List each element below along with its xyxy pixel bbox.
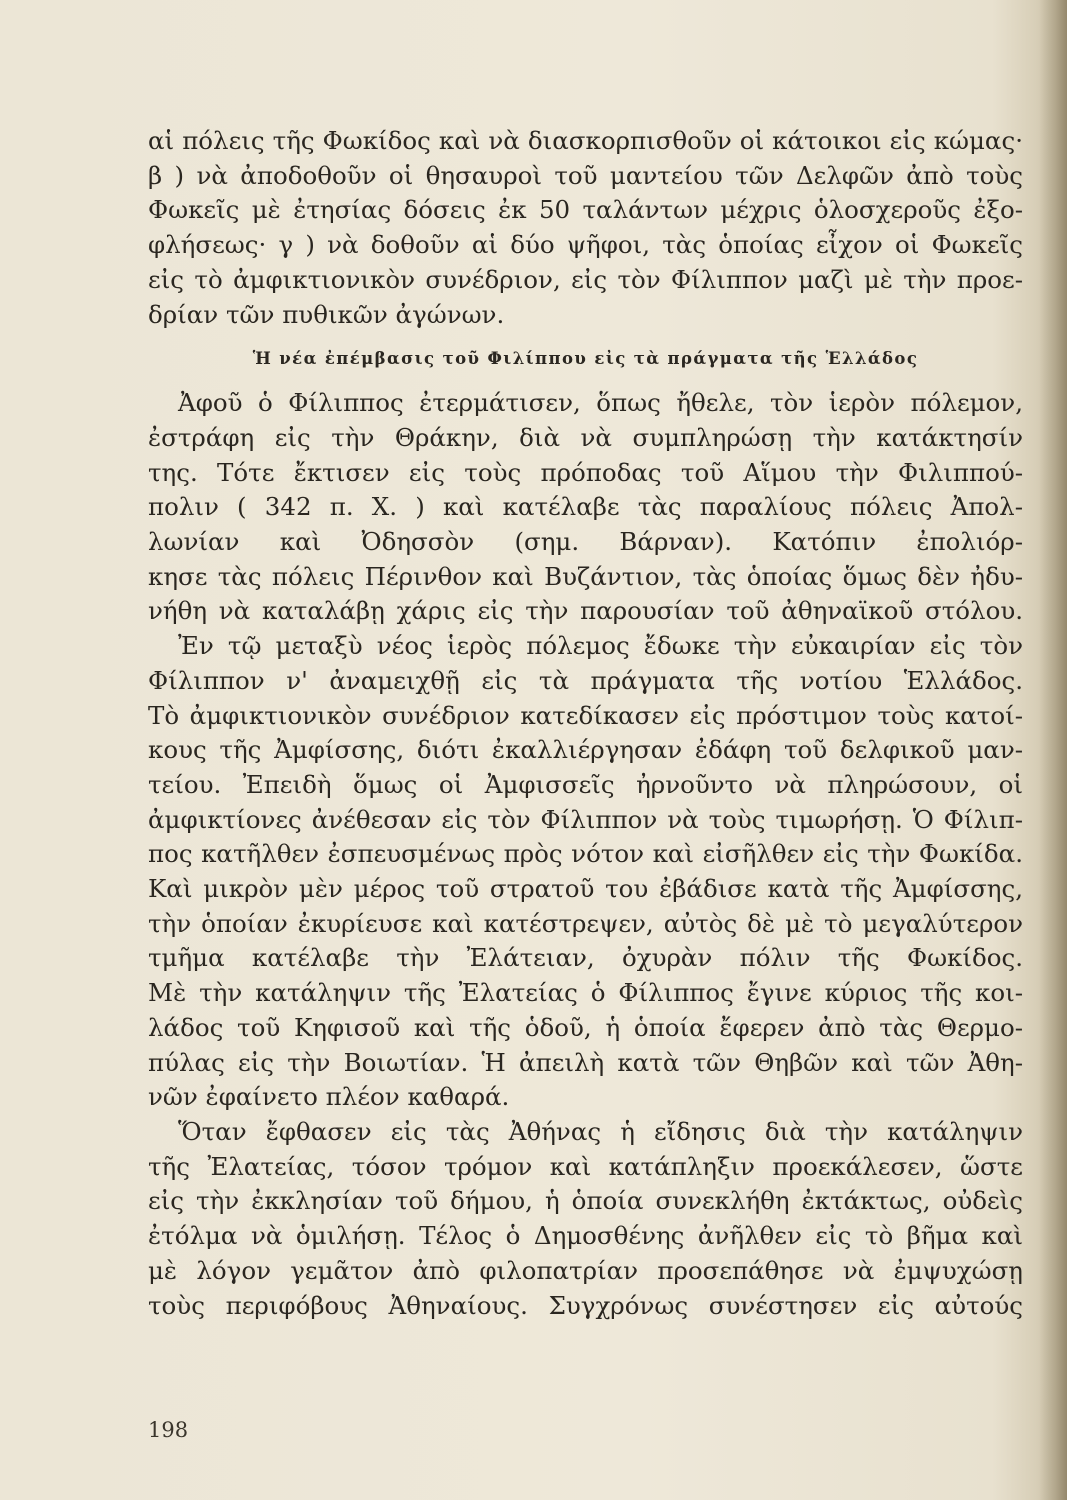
text-line: κησε τὰς πόλεις Πέρινθον καὶ Βυζάντιον, τὰς ὁποίας ὅμως δὲν ἠδυ- <box>148 561 1023 591</box>
text-line: νήθη νὰ καταλάβῃ χάρις εἰς τὴν παρουσίαν τοῦ ἀθηναϊκοῦ στόλου. <box>148 596 1023 626</box>
text-line: της. Τότε ἔκτισεν εἰς τοὺς πρόποδας τοῦ Αἵμου τὴν Φιλιππού- <box>148 457 1023 487</box>
page-number: 198 <box>148 1418 189 1442</box>
text-line: λωνίαν καὶ Ὀδησσὸν (σημ. Βάρναν). Κατόπιν ἐπολιόρ- <box>148 527 1023 557</box>
text-line: Καὶ μικρὸν μὲν μέρος τοῦ στρατοῦ του ἐβάδισε κατὰ τῆς Ἀμφίσσης, <box>148 874 1023 904</box>
text-line: νῶν ἐφαίνετο πλέον καθαρά. <box>148 1082 510 1112</box>
page-edge-shadow <box>1039 0 1067 1500</box>
opening-paragraph <box>148 124 1023 332</box>
paragraph-3 <box>148 1115 1023 1323</box>
text-line: β ) νὰ ἀποδοθοῦν οἱ θησαυροὶ τοῦ μαντείου τῶν Δελφῶν ἀπὸ τοὺς <box>148 160 1023 190</box>
page-text <box>148 124 1023 1323</box>
section-heading: Ἡ νέα ἐπέμβασις τοῦ Φιλίππου εἰς τὰ πράγματα τῆς Ἑλλάδος <box>252 349 919 369</box>
text-line: Ὅταν ἔφθασεν εἰς τὰς Ἀθήνας ἡ εἴδησις διὰ τὴν κατάληψιν <box>178 1116 1023 1146</box>
text-line: ἐστράφη εἰς τὴν Θράκην, διὰ νὰ συμπληρώσῃ τὴν κατάκτησίν <box>148 422 1023 452</box>
text-line: μὲ λόγον γεμᾶτον ἀπὸ φιλοπατρίαν προσεπάθησε νὰ ἐμψυχώσῃ <box>148 1255 1023 1285</box>
text-line: πύλας εἰς τὴν Βοιωτίαν. Ἡ ἀπειλὴ κατὰ τῶν Θηβῶν καὶ τῶν Ἀθη- <box>148 1047 1023 1077</box>
paragraph-1 <box>148 386 1023 629</box>
text-line: πολιν ( 342 π. Χ. ) καὶ κατέλαβε τὰς παραλίους πόλεις Ἀπολ- <box>148 492 1023 522</box>
text-line: Ἐν τῷ μεταξὺ νέος ἱερὸς πόλεμος ἔδωκε τὴν εὐκαιρίαν εἰς τὸν <box>178 631 1023 661</box>
text-line: Φωκεῖς μὲ ἐτησίας δόσεις ἐκ 50 ταλάντων μέχρις ὁλοσχεροῦς ἐξο- <box>148 195 1023 225</box>
text-line: πος κατῆλθεν ἐσπευσμένως πρὸς νότον καὶ εἰσῆλθεν εἰς τὴν Φωκίδα. <box>148 839 1023 869</box>
text-line: τῆς Ἐλατείας, τόσον τρόμον καὶ κατάπληξιν προεκάλεσεν, ὥστε <box>148 1151 1023 1181</box>
text-line: τμῆμα κατέλαβε τὴν Ἐλάτειαν, ὀχυρὰν πόλιν τῆς Φωκίδος. <box>148 943 1023 973</box>
text-line: Ἀφοῦ ὁ Φίλιππος ἐτερμάτισεν, ὅπως ἤθελε, τὸν ἱερὸν πόλεμον, <box>178 388 1023 418</box>
text-line: δρίαν τῶν πυθικῶν ἀγώνων. <box>148 299 505 329</box>
text-line: Φίλιππον ν' ἀναμειχθῇ εἰς τὰ πράγματα τῆς νοτίου Ἑλλάδος. <box>148 665 1023 695</box>
text-line: φλήσεως· γ ) νὰ δοθοῦν αἱ δύο ψῆφοι, τὰς ὁποίας εἶχον οἱ Φωκεῖς <box>148 230 1023 260</box>
text-line: τὴν ὁποίαν ἐκυρίευσε καὶ κατέστρεψεν, αὐτὸς δὲ μὲ τὸ μεγαλύτερον <box>148 908 1023 938</box>
text-line: Μὲ τὴν κατάληψιν τῆς Ἐλατείας ὁ Φίλιππος ἔγινε κύριος τῆς κοι- <box>148 978 1023 1008</box>
text-line: εἰς τὴν ἐκκλησίαν τοῦ δήμου, ἡ ὁποία συνεκλήθη ἐκτάκτως, οὐδεὶς <box>148 1186 1023 1216</box>
text-line: Τὸ ἀμφικτιονικὸν συνέδριον κατεδίκασεν εἰς πρόστιμον τοὺς κατοί- <box>148 700 1023 730</box>
text-line: τοὺς περιφόβους Ἀθηναίους. Συγχρόνως συνέστησεν εἰς αὐτούς <box>148 1290 1023 1320</box>
text-line: εἰς τὸ ἀμφικτιονικὸν συνέδριον, εἰς τὸν Φίλιππον μαζὶ μὲ τὴν προε- <box>148 264 1023 294</box>
text-line: τείου. Ἐπειδὴ ὅμως οἱ Ἀμφισσεῖς ἠρνοῦντο νὰ πληρώσουν, οἱ <box>148 769 1023 799</box>
text-line: λάδος τοῦ Κηφισοῦ καὶ τῆς ὁδοῦ, ἡ ὁποία ἔφερεν ἀπὸ τὰς Θερμο- <box>148 1012 1023 1042</box>
text-line: ἐτόλμα νὰ ὁμιλήσῃ. Τέλος ὁ Δημοσθένης ἀνῆλθεν εἰς τὸ βῆμα καὶ <box>148 1221 1023 1251</box>
paragraph-2 <box>148 629 1023 1115</box>
text-line: αἱ πόλεις τῆς Φωκίδος καὶ νὰ διασκορπισθοῦν οἱ κάτοικοι εἰς κώμας· <box>148 126 1023 155</box>
text-line: κους τῆς Ἀμφίσσης, διότι ἐκαλλιέργησαν ἐδάφη τοῦ δελφικοῦ μαν- <box>148 735 1023 765</box>
text-line: ἀμφικτίονες ἀνέθεσαν εἰς τὸν Φίλιππον νὰ τοὺς τιμωρήσῃ. Ὁ Φίλιπ- <box>148 804 1023 834</box>
